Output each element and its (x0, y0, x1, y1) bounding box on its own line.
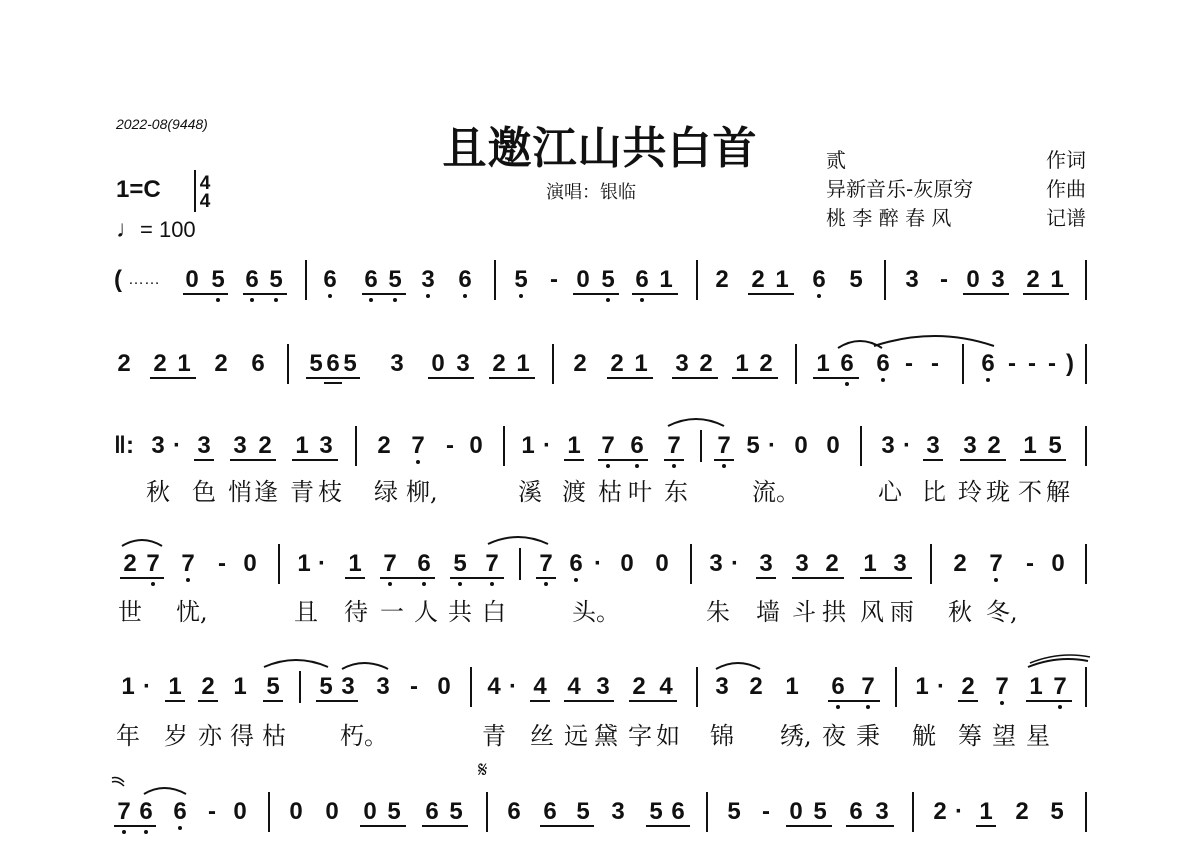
note: - (550, 266, 558, 293)
note-digit: 6 (364, 266, 378, 293)
note: - (931, 350, 939, 377)
octave-dot-low (463, 294, 467, 298)
beam-underline (963, 293, 1009, 295)
note: 1 (979, 798, 993, 825)
lyric-char: 解 (1046, 478, 1070, 506)
note: 0 (966, 266, 980, 293)
note: 3 (759, 550, 773, 577)
beam-underline (243, 293, 287, 295)
bar-line (494, 260, 496, 300)
note: 2 (749, 673, 763, 700)
bar-line (696, 260, 698, 300)
transcriber-row (826, 204, 1086, 233)
note: 3 (319, 432, 333, 459)
note-digit: 7 (181, 550, 195, 577)
note: · (509, 673, 517, 700)
lyric-char: 朱 (706, 598, 730, 626)
note (242, 266, 262, 294)
note: - (1008, 350, 1016, 377)
composer-row (826, 175, 1086, 204)
note: 1 (634, 350, 648, 377)
lyric-char: 溪 (518, 478, 542, 506)
lyric-char: 得 (230, 722, 254, 750)
note-digit: 6 (876, 350, 890, 377)
lyric-char: 亦 (198, 722, 222, 750)
note (455, 266, 475, 294)
lyric-char: 枯 (262, 722, 286, 750)
note: · (768, 432, 776, 459)
time-sig-top: 4 (199, 173, 211, 194)
note (418, 266, 438, 294)
note: 2 (825, 550, 839, 577)
note: 2 (1015, 798, 1029, 825)
note: - (940, 266, 948, 293)
note: 4 (533, 673, 547, 700)
beam-underline (748, 293, 794, 295)
lyric-char: 头。 (572, 598, 620, 626)
repeat-paren-open: ( (114, 266, 122, 293)
lyric-char: 渡 (562, 478, 586, 506)
repeat-paren-close: ) (1066, 350, 1074, 377)
note: 4 (659, 673, 673, 700)
note: 3 (151, 432, 165, 459)
lyric-char: 墙 (756, 598, 780, 626)
beam-underline (183, 293, 228, 295)
note: 3 (715, 673, 729, 700)
note: 5 (343, 350, 357, 377)
lyricist-name: 贰 (826, 148, 846, 172)
score-code: 2022-08(9448) (116, 116, 208, 132)
note: · (143, 673, 151, 700)
note-digit: 6 (812, 266, 826, 293)
lyric-char: 世 (118, 598, 142, 626)
note: 6 (326, 350, 340, 377)
note-digit: 7 (539, 550, 553, 577)
transcriber-name: 桃 李 醉 春 风 (826, 206, 952, 230)
lyric-char: 丝 (530, 722, 554, 750)
octave-dot-low (216, 298, 220, 302)
lyric-char: 雨 (890, 598, 914, 626)
note: · (173, 432, 181, 459)
note: 2 (699, 350, 713, 377)
note-digit: 7 (601, 432, 615, 459)
note: 2 (201, 673, 215, 700)
credits-block (826, 146, 1086, 233)
octave-dot-low (328, 294, 332, 298)
lyric-char: 柳, (406, 478, 438, 506)
note: 3 (709, 550, 723, 577)
octave-dot-low (817, 294, 821, 298)
note: 3 (963, 432, 977, 459)
note: 2 (759, 350, 773, 377)
lyric-char: 玲 (958, 478, 982, 506)
lyric-char: 秋 (146, 478, 170, 506)
note: 6 (251, 350, 265, 377)
octave-dot-low (606, 298, 610, 302)
note: 1 (121, 673, 135, 700)
slur-marks (0, 798, 1200, 858)
note: · (731, 550, 739, 577)
note: 0 (794, 432, 808, 459)
note-digit: 7 (717, 432, 731, 459)
note: 1 (177, 350, 191, 377)
note: 1 (785, 673, 799, 700)
note: 4 (487, 673, 501, 700)
note: 0 (431, 350, 445, 377)
note: 6 (507, 798, 521, 825)
slur-marks (0, 350, 1200, 410)
lyric-char: 觥 (912, 722, 936, 750)
note (361, 266, 381, 294)
note: 0 (185, 266, 199, 293)
note: 2 (933, 798, 947, 825)
note: 0 (243, 550, 257, 577)
octave-dot-low (640, 298, 644, 302)
lyric-char: 逢 (254, 478, 278, 506)
lyric-char: 字 (628, 722, 652, 750)
note: - (1048, 350, 1056, 377)
lyric-char: 流。 (752, 478, 800, 506)
lyric-char: 共 (448, 598, 472, 626)
note: 3 (893, 550, 907, 577)
note-digit: 5 (388, 266, 402, 293)
note: 1 (295, 432, 309, 459)
note: 2 (751, 266, 765, 293)
note: 2 (961, 673, 975, 700)
note: 1 (1050, 266, 1064, 293)
note-digit: 5 (601, 266, 615, 293)
note-digit: 6 (840, 350, 854, 377)
lyric-char: 秉 (856, 722, 880, 750)
bar-line (1085, 260, 1087, 300)
lyric-char: 叶 (628, 478, 652, 506)
lyric-char: 悄 (228, 478, 252, 506)
transcriber-role: 记谱 (1046, 206, 1086, 230)
note: 3 (341, 673, 355, 700)
lyric-char: 锦 (710, 722, 734, 750)
note: 5 (309, 350, 323, 377)
note: · (937, 673, 945, 700)
beam-underline (362, 293, 406, 295)
note: 2 (715, 266, 729, 293)
note: 5 (849, 266, 863, 293)
note-digit: 6 (458, 266, 472, 293)
note-digit: 5 (514, 266, 528, 293)
note-digit: 7 (411, 432, 425, 459)
lyric-char: 望 (992, 722, 1016, 750)
note (632, 266, 652, 294)
note: 3 (795, 550, 809, 577)
lyric-char: 夜 (822, 722, 846, 750)
note: 1 (567, 432, 581, 459)
time-sig-divider (194, 170, 196, 212)
note: 2 (610, 350, 624, 377)
lyric-char: 东 (664, 478, 688, 506)
note-digit: 6 (635, 266, 649, 293)
lyric-char: 黛 (594, 722, 618, 750)
time-signature (194, 175, 216, 211)
note: 0 (655, 550, 669, 577)
note: · (955, 798, 963, 825)
note: 0 (826, 432, 840, 459)
lyric-char: 星 (1026, 722, 1050, 750)
note-digit: 6 (323, 266, 337, 293)
beam-underline (1023, 293, 1069, 295)
lyric-char: 秋 (948, 598, 972, 626)
note: 5 (449, 798, 463, 825)
note: 3 (376, 673, 390, 700)
note: 2 (953, 550, 967, 577)
note (809, 266, 829, 294)
note: 2 (377, 432, 391, 459)
note: · (543, 432, 551, 459)
note: 6 (425, 798, 439, 825)
lyric-char: 忧, (176, 598, 208, 626)
note (266, 266, 286, 294)
key-signature: 1=C (116, 176, 161, 203)
note: 1 (168, 673, 182, 700)
lyric-char: 远 (564, 722, 588, 750)
song-title: 且邀江山共白首 (442, 123, 758, 174)
octave-dot-low (426, 294, 430, 298)
lyric-char: 绣, (780, 722, 812, 750)
note (511, 266, 531, 294)
note-digit: 6 (831, 673, 845, 700)
note: - (762, 798, 770, 825)
lyric-char: 一 (380, 598, 404, 626)
lyric-char: 青 (482, 722, 506, 750)
note: 4 (567, 673, 581, 700)
note: 1 (775, 266, 789, 293)
lyric-char: 年 (116, 722, 140, 750)
note: 6 (849, 798, 863, 825)
lyric-char: 不 (1018, 478, 1042, 506)
note: 3 (905, 266, 919, 293)
bar-line (884, 260, 886, 300)
lyric-char: 筹 (958, 722, 982, 750)
note: 5 (727, 798, 741, 825)
lyric-char: 心 (878, 478, 902, 506)
note (208, 266, 228, 294)
note: 2 (153, 350, 167, 377)
lyric-char: 岁 (164, 722, 188, 750)
lyric-char: 色 (192, 478, 216, 506)
note-digit: 7 (117, 798, 131, 825)
note-digit: 7 (1053, 673, 1067, 700)
ellipsis-mark: …… (128, 271, 160, 288)
note: 6 (543, 798, 557, 825)
note (385, 266, 405, 294)
note-digit: 5 (453, 550, 467, 577)
note: - (446, 432, 454, 459)
lyric-char: 比 (922, 478, 946, 506)
lyric-char: 风 (860, 598, 884, 626)
note-digit: 7 (995, 673, 1009, 700)
note: - (1026, 550, 1034, 577)
beam-underline (573, 293, 619, 295)
note: - (1028, 350, 1036, 377)
tempo-marking (116, 216, 196, 244)
note: · (318, 550, 326, 577)
note: 2 (492, 350, 506, 377)
tempo-value: = 100 (140, 217, 196, 242)
note: 0 (789, 798, 803, 825)
note: - (208, 798, 216, 825)
note: 3 (390, 350, 404, 377)
segno-icon: 𝄋 (478, 758, 488, 783)
note: 2 (1026, 266, 1040, 293)
note-digit: 7 (989, 550, 1003, 577)
note-digit: 6 (981, 350, 995, 377)
note: 1 (297, 550, 311, 577)
octave-dot-low (250, 298, 254, 302)
note: 1 (915, 673, 929, 700)
note: 5 (319, 673, 333, 700)
note: · (903, 432, 911, 459)
note: 3 (611, 798, 625, 825)
octave-dot-low (274, 298, 278, 302)
note-digit: 5 (269, 266, 283, 293)
note: 5 (813, 798, 827, 825)
note: 0 (620, 550, 634, 577)
note: 1 (1029, 673, 1043, 700)
note-digit: 7 (861, 673, 875, 700)
note: 1 (516, 350, 530, 377)
note: 6 (671, 798, 685, 825)
note: 3 (197, 432, 211, 459)
note: 5 (266, 673, 280, 700)
note-digit: 7 (146, 550, 160, 577)
note: 3 (456, 350, 470, 377)
octave-dot-low (519, 294, 523, 298)
note: 1 (348, 550, 362, 577)
note: 3 (596, 673, 610, 700)
note: 3 (991, 266, 1005, 293)
lyric-char: 且 (294, 598, 318, 626)
lyric-char: 如 (656, 722, 680, 750)
note-digit: 6 (245, 266, 259, 293)
note: 2 (258, 432, 272, 459)
note-digit: 6 (139, 798, 153, 825)
note: · (594, 550, 602, 577)
note: 3 (233, 432, 247, 459)
note: - (905, 350, 913, 377)
note: 1 (863, 550, 877, 577)
beam-underline (632, 293, 678, 295)
note: 5 (649, 798, 663, 825)
note: 2 (123, 550, 137, 577)
composer-name: 异新音乐-灰原穷 (826, 177, 974, 201)
lyric-char: 冬, (986, 598, 1018, 626)
note: 2 (214, 350, 228, 377)
note-digit: 5 (211, 266, 225, 293)
note: 0 (289, 798, 303, 825)
quarter-note-icon: ♩ (116, 216, 140, 243)
note: 5 (746, 432, 760, 459)
note: - (410, 673, 418, 700)
note: 0 (363, 798, 377, 825)
note (598, 266, 618, 294)
note: 1 (233, 673, 247, 700)
note: 0 (437, 673, 451, 700)
note (320, 266, 340, 294)
lyric-char: 白 (482, 598, 506, 626)
note-digit: 7 (383, 550, 397, 577)
note-digit: 6 (417, 550, 431, 577)
lyric-char: 拱 (822, 598, 846, 626)
octave-dot-low (369, 298, 373, 302)
note: 3 (926, 432, 940, 459)
repeat-start-sign: ‖: (114, 432, 134, 459)
note: 2 (573, 350, 587, 377)
note: 1 (1023, 432, 1037, 459)
lyric-char: 待 (344, 598, 368, 626)
note: 5 (576, 798, 590, 825)
lyric-char: 枝 (318, 478, 342, 506)
note: - (218, 550, 226, 577)
note: 5 (387, 798, 401, 825)
note: 1 (659, 266, 673, 293)
note: 1 (816, 350, 830, 377)
note: 1 (521, 432, 535, 459)
lyricist-role: 作词 (1046, 148, 1086, 172)
note: 5 (1048, 432, 1062, 459)
lyric-char: 斗 (792, 598, 816, 626)
note: 2 (632, 673, 646, 700)
note-digit: 3 (421, 266, 435, 293)
note: 3 (881, 432, 895, 459)
note: 3 (675, 350, 689, 377)
bar-line (305, 260, 307, 300)
note: 0 (469, 432, 483, 459)
lyric-char: 朽。 (340, 722, 388, 750)
note-digit: 7 (485, 550, 499, 577)
note: 5 (1050, 798, 1064, 825)
lyric-char: 绿 (374, 478, 398, 506)
singer-credit: 演唱：银临 (546, 182, 636, 203)
note-digit: 7 (667, 432, 681, 459)
note-digit: 6 (630, 432, 644, 459)
lyric-char: 珑 (986, 478, 1010, 506)
note-digit: 6 (569, 550, 583, 577)
note: 2 (117, 350, 131, 377)
lyric-char: 青 (290, 478, 314, 506)
lyricist-row (826, 146, 1086, 175)
note: 2 (987, 432, 1001, 459)
lyric-char: 枯 (598, 478, 622, 506)
octave-dot-low (393, 298, 397, 302)
composer-role: 作曲 (1046, 177, 1086, 201)
note: 0 (233, 798, 247, 825)
note: 0 (325, 798, 339, 825)
lyric-char: 人 (414, 598, 438, 626)
note-digit: 6 (173, 798, 187, 825)
time-sig-bottom: 4 (199, 191, 211, 212)
note: 3 (875, 798, 889, 825)
note: 1 (735, 350, 749, 377)
note: 0 (1051, 550, 1065, 577)
note: 0 (576, 266, 590, 293)
